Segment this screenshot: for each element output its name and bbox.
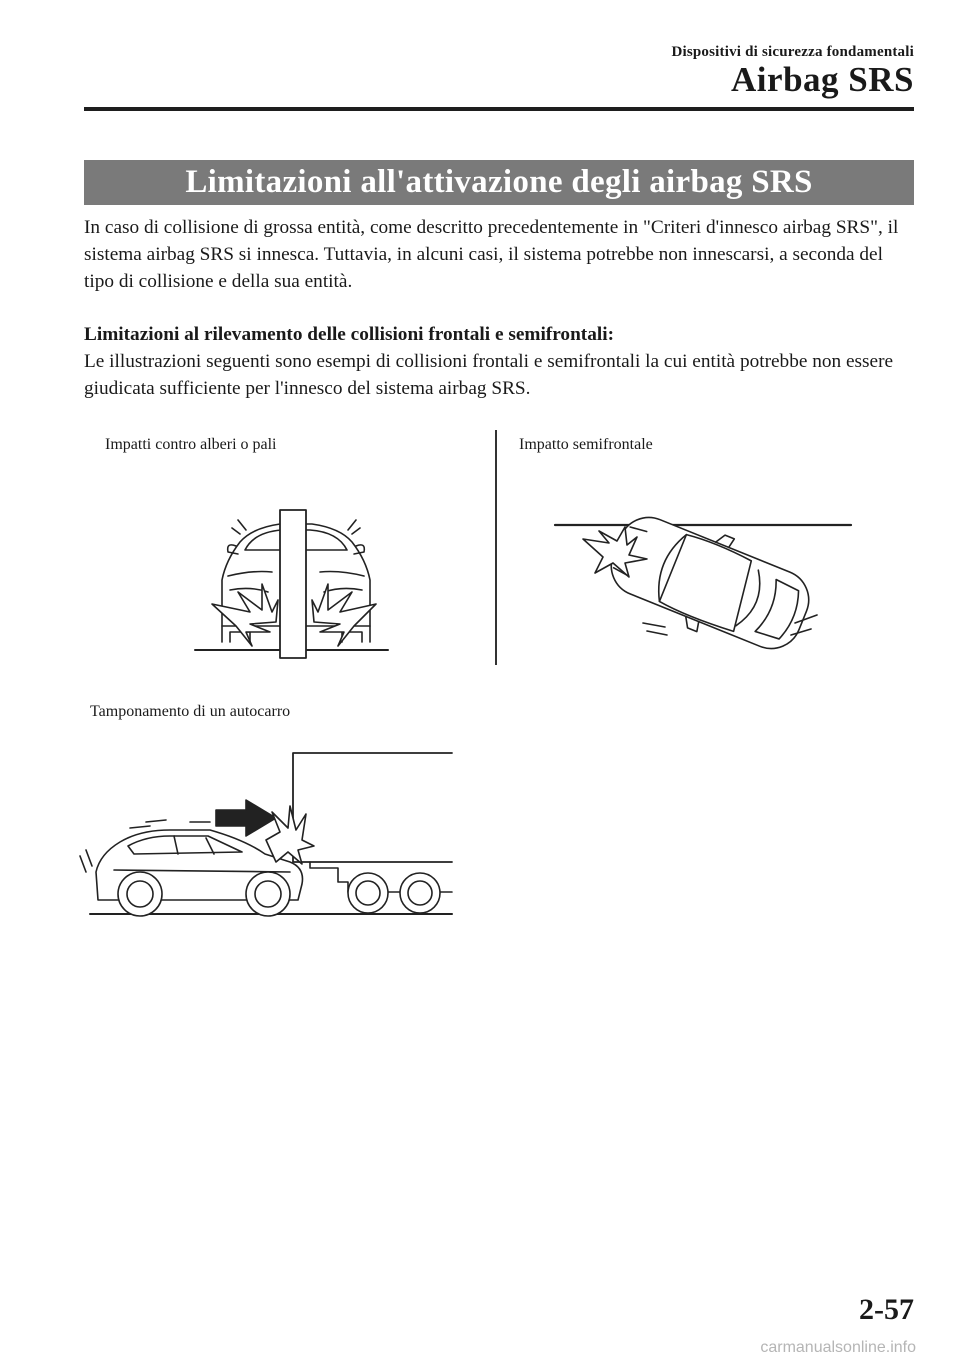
intro-paragraph: In caso di collisione di grossa entità, come descritto precedentemente in "Criteri d'innesco airbag SRS", il sistema airbag SRS si innesca. Tuttavia, in alcuni casi, il sistema potrebbe non innescarsi, a seconda del tipo di collisione e della sua entità. [84,217,899,292]
page-title: Airbag SRS [731,60,914,99]
subsection-heading: Limitazioni al rilevamento delle collisioni frontali e semifrontali: [84,324,614,345]
header-divider [84,107,914,111]
watermark: carmanualsonline.info [760,1339,916,1356]
section-label: Dispositivi di sicurezza fondamentali [671,44,914,60]
page-number: 2-57 [859,1293,914,1326]
subsection-paragraph: Le illustrazioni seguenti sono esempi di collisioni frontali e semifrontali la cui entità potrebbe non essere giudicata sufficiente per l'innesco del sistema airbag SRS. [84,351,894,399]
offset-impact-illustration [555,515,855,655]
truck-underride-illustration [70,750,460,925]
section-banner: Limitazioni all'attivazione degli airbag SRS [84,160,914,205]
caption-truck-underride: Tamponamento di un autocarro [90,703,291,720]
caption-pole-impact: Impatti contro alberi o pali [105,436,277,453]
pole-impact-illustration [190,500,400,660]
caption-offset-impact: Impatto semifrontale [519,436,653,453]
illustration-divider [495,430,497,665]
